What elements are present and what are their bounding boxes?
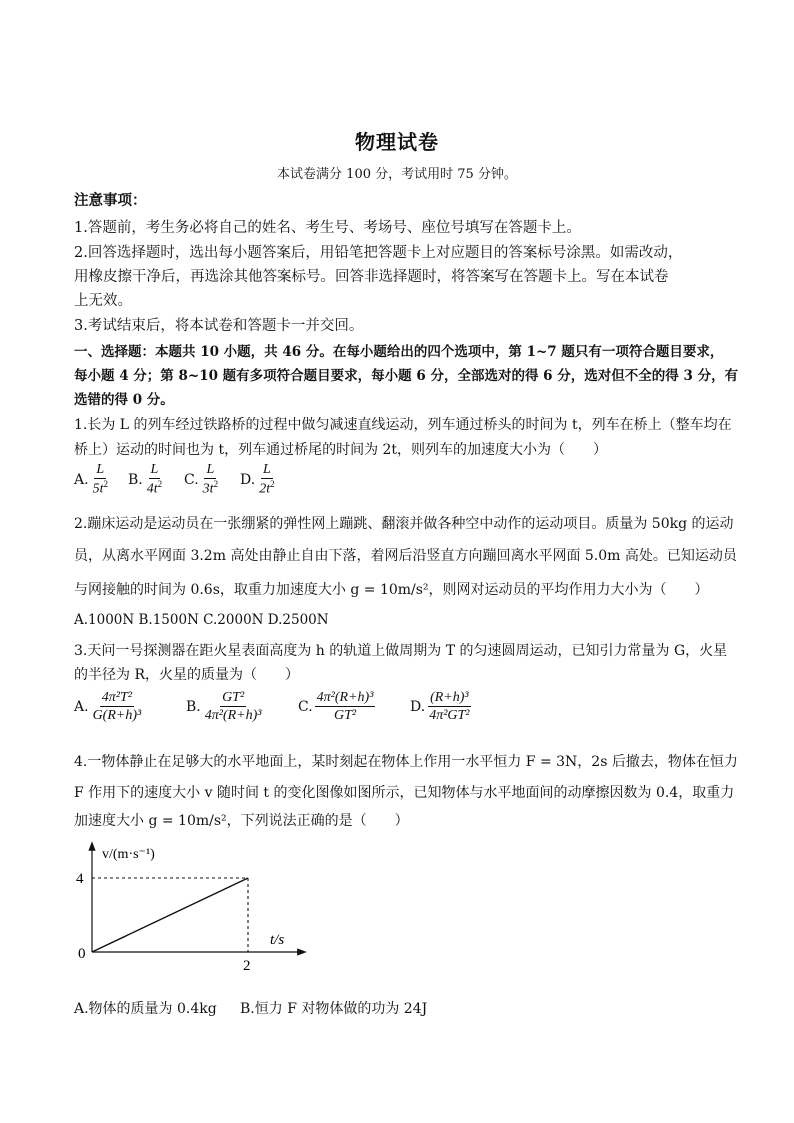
q4-option-a[interactable]: A.物体的质量为 0.4kg [74,1001,217,1017]
exam-info: 本试卷满分 100 分，考试用时 75 分钟。 [277,167,517,182]
y-axis-label: v/(m·s⁻¹) [102,847,155,862]
option-fraction [203,690,264,724]
option-fraction [257,462,276,497]
notice-heading: 注意事项： [74,192,147,209]
option-label: D. [240,471,256,488]
notice-item: 用橡皮擦干净后，再选涂其他答案标号。回答非选择题时，将答案写在答题卡上。写在本试卷 [74,269,669,285]
q2-text: 与网接触的时间为 0.6s，取重力加速度大小 g = 10m/s²，则网对运动员的平均作用力大小为（ ） [74,582,709,598]
option-label: B. [128,471,143,488]
option-label: C. [298,698,313,715]
section-heading: 一、选择题：本题共 10 小题，共 46 分。在每小题给出的四个选项中，第 1~7 题只有一项符合题目要求， [74,344,724,360]
fraction-numerator: L [94,462,106,479]
q1-text: 1.长为 L 的列车经过铁路桥的过程中做匀减速直线运动，列车通过桥头的时间为 t，列车在桥上（整车均在 [74,417,732,433]
notice-item: 上无效。 [74,293,132,309]
fraction-numerator: GT² [220,690,246,707]
fraction-numerator: L [261,462,273,479]
fraction-numerator: (R+h)³ [428,690,471,707]
fraction-denominator: G(R+h)³ [92,708,142,724]
section-heading: 每小题 4 分；第 8~10 题有多项符合题目要求，每小题 6 分，全部选对的得 6 分，选对但不全的得 3 分，有 [74,368,739,384]
q1-option-d[interactable] [240,462,277,497]
notice-item: 1.答题前，考生务必将自己的姓名、考生号、考场号、座位号填写在答题卡上。 [74,220,581,236]
notice-item: 2.回答选择题时，选出每小题答案后，用铅笔把答题卡上对应题目的答案标号涂黑。如需改动， [74,245,683,261]
fraction-denominator: 4π²GT² [429,708,470,724]
q2-options[interactable]: A.1000N B.1500N C.2000N D.2500N [74,612,329,628]
fraction-denominator: 3t [202,482,214,498]
q4-text: F 作用下的速度大小 v 随时间 t 的变化图像如图所示，已知物体与水平地面间的动摩擦因数为 0.4，取重力 [74,785,735,801]
option-fraction [91,690,144,724]
q3-option-b[interactable] [186,690,263,724]
series-line [92,878,248,952]
fraction-denominator: 5t [92,482,104,498]
q1-option-c[interactable] [184,462,220,497]
option-label: B. [186,698,201,715]
option-fraction [315,690,376,724]
q1-option-b[interactable] [128,462,164,497]
fraction-numerator: 4π²(R+h)³ [315,690,376,707]
exponent: 2 [213,479,219,490]
page-title: 物理试卷 [355,130,439,154]
option-label: C. [184,471,199,488]
q4-text: 加速度大小 g = 10m/s²，下列说法正确的是（ ） [74,813,409,829]
option-fraction [145,462,164,497]
q2-text: 员，从离水平网面 3.2m 高处由静止自由下落，着网后沿竖直方向蹦回离水平网面 5.0m 高处。已知运动员 [74,548,737,564]
exponent: 2 [103,479,108,490]
fraction-denominator: GT² [333,708,357,724]
q4-option-b[interactable]: B.恒力 F 对物体做的功为 24J [240,1001,428,1017]
option-label: D. [410,698,426,715]
exponent: 2 [157,479,163,490]
x-axis-label: t/s [270,932,285,948]
x-tick-label: 2 [243,958,251,974]
option-fraction [427,690,471,724]
option-fraction [201,462,220,497]
fraction-numerator: L [204,462,216,479]
velocity-time-graph [70,840,310,980]
y-tick-label: 4 [76,871,84,887]
q3-text: 的半径为 R，火星的质量为（ ） [74,667,299,683]
notice-item: 3.考试结束后，将本试卷和答题卡一并交回。 [74,318,364,334]
q4-text: 4.一物体静止在足够大的水平地面上，某时刻起在物体上作用一水平恒力 F = 3N，2s 后撤去，物体在恒力 [74,754,738,770]
exponent: 2 [270,479,275,490]
option-label: A. [74,698,89,715]
fraction-denominator: 2t [259,482,271,498]
q3-text: 3.天问一号探测器在距火星表面高度为 h 的轨道上做周期为 T 的匀速圆周运动，已知引力常量为 G，火星 [74,643,728,659]
fraction-denominator: 4t [146,482,158,498]
origin-tick-label: 0 [78,946,86,962]
fraction-denominator: 4π²(R+h)³ [204,708,262,724]
q3-option-c[interactable] [298,690,375,724]
q3-option-d[interactable] [410,690,472,724]
fraction-numerator: L [149,462,161,479]
q1-text: 桥上）运动的时间也为 t，列车通过桥尾的时间为 2t，则列车的加速度大小为（ ） [74,442,608,458]
section-heading: 选错的得 0 分。 [74,392,174,408]
q1-option-a[interactable] [74,462,110,497]
option-label: A. [74,471,89,488]
option-fraction [91,462,110,497]
q2-text: 2.蹦床运动是运动员在一张绷紧的弹性网上蹦跳、翻滚并做各种空中动作的运动项目。质量为 50kg 的运动 [74,516,734,532]
fraction-numerator: 4π²T² [100,690,134,707]
q3-option-a[interactable] [74,690,143,724]
